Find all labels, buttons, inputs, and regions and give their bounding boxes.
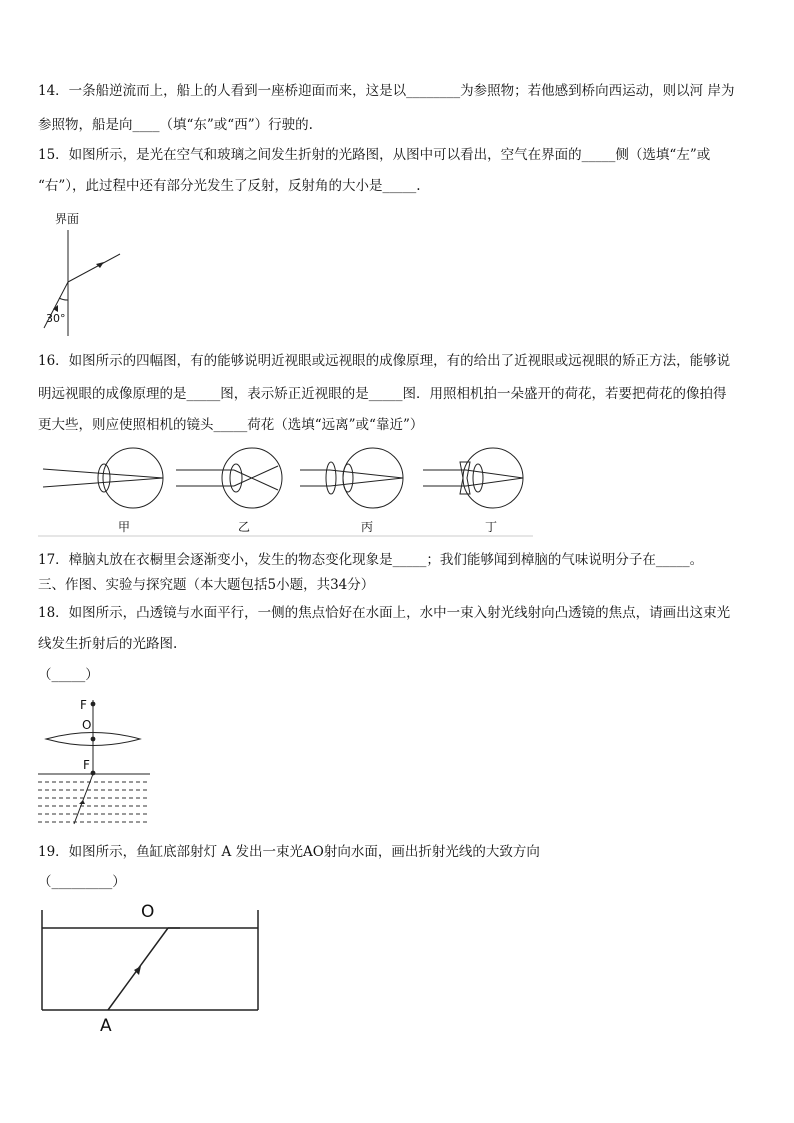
q19-point-o-label: O (141, 902, 155, 922)
q17-line1: 17．樟脑丸放在衣橱里会逐渐变小，发生的物态变化现象是_____；我们能够闻到樟脑的气味说明分子在_____。 (38, 552, 704, 568)
q19-line1: 19．如图所示，鱼缸底部射灯 A 发出一束光AO射向水面，画出折射光线的大致方向 (38, 844, 540, 860)
section3-title: 三、作图、实验与探究题（本大题包括5小题，共34分） (38, 577, 375, 593)
q18-lens-diagram (38, 694, 158, 826)
q19-fishtank-figure (38, 900, 268, 1040)
q16-label-ding: 丁 (485, 520, 498, 534)
q18-lens-figure (38, 694, 158, 826)
q16-eye-yi (176, 448, 282, 508)
q16-line2: 明远视眼的成像原理的是_____图，表示矫正近视眼的是_____图．用照相机拍一朵盛开的荷花，若要把荷花的像拍得 (38, 386, 727, 402)
q19-point-a-label: A (100, 1016, 112, 1036)
q18-optical-center-label: O (82, 718, 92, 732)
q16-eye-jia (43, 448, 163, 508)
q15-refraction-figure (38, 208, 138, 338)
q18-answer-blank[interactable]: （_____） (38, 667, 99, 683)
q15-line1: 15．如图所示，是光在空气和玻璃之间发生折射的光路图，从图中可以看出，空气在界面的_____侧（选填“左”或 (38, 147, 711, 163)
q18-focus-bottom-label: F (83, 758, 90, 772)
q16-label-jia: 甲 (118, 520, 131, 534)
q18-focus-top-label: F (80, 698, 87, 712)
q18-line2: 线发生折射后的光路图. (38, 636, 178, 652)
q16-eye-figures (38, 440, 533, 540)
q14-line2: 参照物，船是向____（填“东”或“西”）行驶的. (38, 117, 313, 133)
q16-label-yi: 乙 (238, 520, 251, 534)
q16-eye-ding (423, 448, 523, 508)
q16-line3: 更大些，则应使照相机的镜头_____荷花（选填“远离”或“靠近”） (38, 417, 424, 433)
q15-interface-label: 界面 (55, 212, 80, 226)
q15-line2: “右”），此过程中还有部分光发生了反射，反射角的大小是_____. (38, 178, 421, 194)
q18-line1: 18．如图所示，凸透镜与水面平行，一侧的焦点恰好在水面上，水中一束入射光线射向凸透镜的焦点，请画出这束光 (38, 605, 731, 621)
q15-angle-label: 30° (46, 312, 66, 325)
q14-line1: 14．一条船逆流而上，船上的人看到一座桥迎面而来，这是以________为参照物；若他感到桥向西运动，则以河 岸为 (38, 83, 735, 99)
q16-eye-bing (300, 448, 403, 508)
q16-label-bing: 丙 (361, 520, 374, 534)
q16-eye-diagrams (38, 440, 533, 540)
q19-answer-blank[interactable]: （_________） (38, 874, 126, 890)
q16-line1: 16．如图所示的四幅图，有的能够说明近视眼或远视眼的成像原理，有的给出了近视眼或远视眼的矫正方法，能够说 (38, 353, 731, 369)
